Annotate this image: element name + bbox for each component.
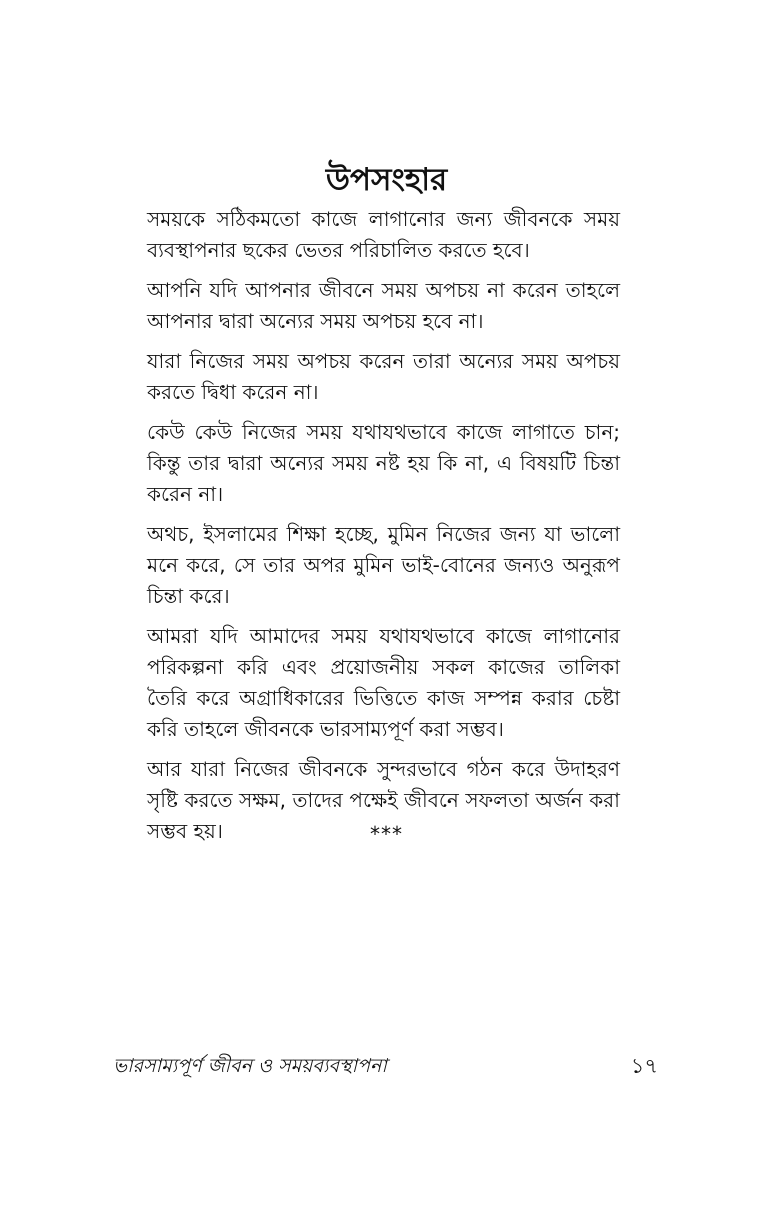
paragraph: অথচ, ইসলামের শিক্ষা হচ্ছে, মুমিন নিজের জন্য যা ভালো মনে করে, সে তার অপর মুমিন ভাই-বোনের জন্যও অনুরূপ চিন্তা করে। [147, 522, 620, 608]
section-end-ornament: *** [370, 822, 403, 846]
body-text [147, 204, 620, 856]
paragraph: আমরা যদি আমাদের সময় যথাযথভাবে কাজে লাগানোর পরিকল্পনা করি এবং প্রয়োজনীয় সকল কাজের তালিকা তৈরি করে অগ্রাধিকারের ভিত্তিতে কাজ সম্পন্ন করার চেষ্টা করি তাহলে জীবনকে ভারসাম্যপূর্ণ করা সম্ভব। [147, 624, 620, 741]
running-footer-title: ভারসাম্যপূর্ণ জীবন ও সময়ব্যবস্থাপনা [113, 1055, 387, 1077]
paragraph: কেউ কেউ নিজের সময় যথাযথভাবে কাজে লাগাতে চান; কিন্তু তার দ্বারা অন্যের সময় নষ্ট হয় কি না, এ বিষয়টি চিন্তা করেন না। [147, 420, 620, 506]
page-title: উপসংহার [325, 162, 448, 198]
page-number: ১৭ [630, 1054, 658, 1078]
paragraph: আর যারা নিজের জীবনকে সুন্দরভাবে গঠন করে উদাহরণ সৃষ্টি করতে সক্ষম, তাদের পক্ষেই জীবনে সফলতা অর্জন করা সম্ভব হয়। [147, 757, 620, 843]
paragraph: যারা নিজের সময় অপচয় করেন তারা অন্যের সময় অপচয় করতে দ্বিধা করেন না। [147, 349, 620, 404]
paragraph: আপনি যদি আপনার জীবনে সময় অপচয় না করেন তাহলে আপনার দ্বারা অন্যের সময় অপচয় হবে না। [147, 278, 620, 333]
paragraph: সময়কে সঠিকমতো কাজে লাগানোর জন্য জীবনকে সময় ব্যবস্থাপনার ছকের ভেতর পরিচালিত করতে হবে। [147, 207, 620, 262]
